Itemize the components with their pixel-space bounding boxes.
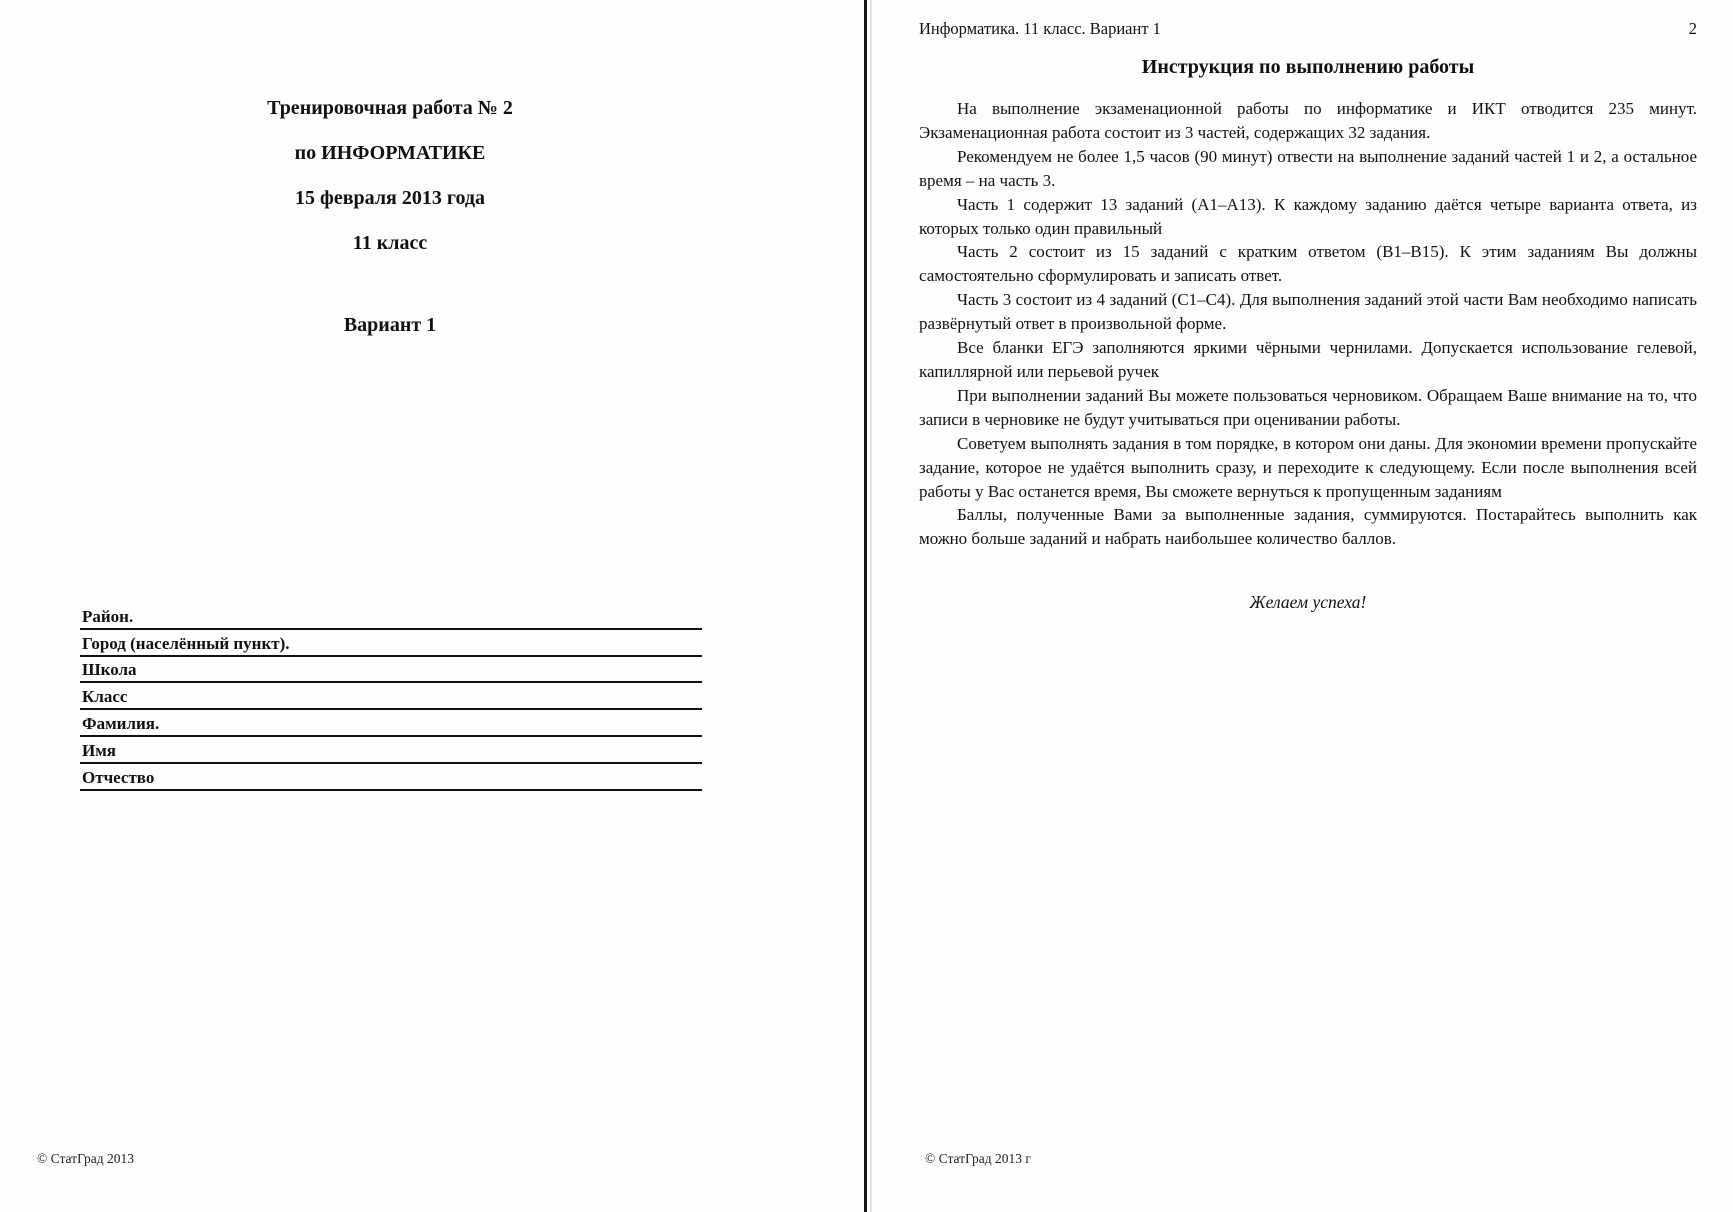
form-label-firstname: Имя <box>82 740 116 760</box>
document-page-2 <box>874 0 1733 1212</box>
form-row-school <box>80 657 702 684</box>
cover-title-block <box>0 97 780 277</box>
form-label-class: Класс <box>82 687 128 707</box>
instructions-paragraph: Часть 3 состоит из 4 заданий (С1–С4). Для выполнения заданий этой части Вам необходимо написать развёрнутый ответ в произвольной форме. <box>919 290 1697 334</box>
form-label-district: Район. <box>82 606 134 626</box>
page-divider-line <box>864 0 867 1212</box>
instructions-paragraph: Советуем выполнять задания в том порядке, в котором они даны. Для экономии времени пропускайте задание, которое не удаётся выполнить сразу, и переходите к следующему. Если после выполнения всей работы у Вас останется время, Вы сможете вернуться к пропущенным заданиям <box>919 433 1697 501</box>
page-number: 2 <box>1688 19 1697 38</box>
work-subject: по ИНФОРМАТИКЕ <box>294 142 486 164</box>
form-row-city <box>80 630 702 657</box>
instructions-paragraph: Часть 2 состоит из 15 заданий с кратким ответом (В1–В15). К этим заданиям Вы должны самостоятельно сформулировать и записать ответ. <box>919 242 1697 286</box>
form-row-surname <box>80 710 702 737</box>
instructions-paragraph: Часть 1 содержит 13 заданий (А1–А13). К каждому заданию даётся четыре варианта ответа, из которых только один правильный <box>919 194 1697 238</box>
form-row-patronymic <box>80 764 702 791</box>
form-row-class <box>80 683 702 710</box>
instructions-body <box>919 97 1697 551</box>
copyright-right: © СтатГрад 2013 г <box>925 1151 1031 1166</box>
running-header-title: Информатика. 11 класс. Вариант 1 <box>919 19 1161 38</box>
form-row-firstname <box>80 737 702 764</box>
instructions-paragraph: Рекомендуем не более 1,5 часов (90 минут) отвести на выполнение заданий частей 1 и 2, а остальное время – на часть 3. <box>919 146 1697 190</box>
instructions-title: Инструкция по выполнению работы <box>1141 56 1475 78</box>
good-luck-note: Желаем успеха! <box>1249 592 1367 612</box>
form-label-city: Город (населённый пункт). <box>82 633 290 653</box>
instructions-paragraph: Все бланки ЕГЭ заполняются яркими чёрными чернилами. Допускается использование гелевой, капиллярной или перьевой ручек <box>919 338 1697 381</box>
instructions-paragraph: При выполнении заданий Вы можете пользоваться черновиком. Обращаем Ваше внимание на то, что записи в черновике не будут учитываться при оценивании работы. <box>919 385 1697 429</box>
form-label-surname: Фамилия. <box>82 713 160 733</box>
copyright-left: © СтатГрад 2013 <box>37 1151 135 1166</box>
running-header <box>919 19 1697 39</box>
work-title: Тренировочная работа № 2 <box>267 97 513 119</box>
form-row-district <box>80 603 702 630</box>
page-divider-shadow <box>870 0 872 1212</box>
variant-label: Вариант 1 <box>343 314 437 336</box>
document-page-1 <box>0 0 864 1212</box>
work-date: 15 февраля 2013 года <box>295 187 485 209</box>
instructions-paragraph: Баллы, полученные Вами за выполненные задания, суммируются. Постарайтесь выполнить как можно больше заданий и набрать наибольшее количество баллов. <box>919 505 1697 549</box>
form-label-school: Школа <box>82 660 137 680</box>
form-label-patronymic: Отчество <box>82 767 155 787</box>
instructions-paragraph: На выполнение экзаменационной работы по информатике и ИКТ отводится 235 минут. Экзаменационная работа состоит из 3 частей, содержащих 32 задания. <box>919 99 1697 142</box>
work-grade: 11 класс <box>352 232 428 254</box>
student-info-form <box>80 603 702 791</box>
